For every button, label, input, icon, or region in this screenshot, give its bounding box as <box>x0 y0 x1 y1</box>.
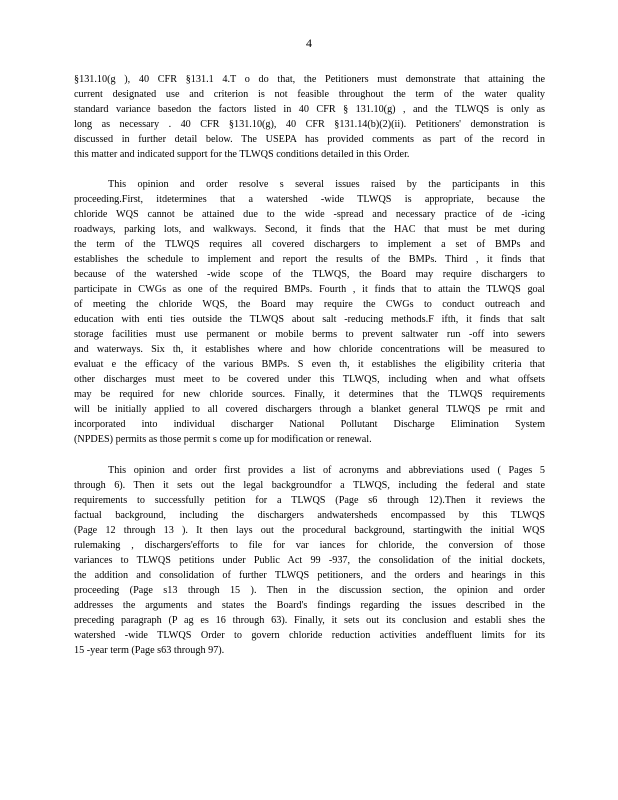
text-line: through 6). Then it sets out the legal backgroundfor a TLWQS, including the federal and state <box>74 480 545 491</box>
paragraph-order-outline <box>74 463 545 658</box>
text-line: other discharges must meet to be covered under this TLWQS, including when and what offsets <box>74 374 545 385</box>
text-line: standard variance basedon the factors listed in 40 CFR § 131.10(g) , and the TLWQS is only as <box>74 104 545 115</box>
text-line: This opinion and order first provides a list of acronyms and abbreviations used ( Pages 5 <box>108 465 545 476</box>
text-line: proceeding (Page s13 through 15 ). Then in the discussion section, the opinion and order <box>74 585 545 596</box>
text-line: 15 -year term (Page s63 through 97). <box>74 645 225 656</box>
text-line: will be initially applied to all covered dischargers through a blanket general TLWQS pe rmit and <box>74 404 545 415</box>
text-line: may be required for new chloride sources. Finally, it determines that the TLWQS requirements <box>74 389 545 400</box>
text-line: of meeting the chloride WQS, the Board may require the CWGs to conduct outreach and <box>74 299 545 310</box>
paragraph-issues-resolved <box>74 177 545 447</box>
text-line: chloride WQS cannot be attained due to the wide -spread and necessary practice of de -icing <box>74 209 545 220</box>
text-line: evaluat e the efficacy of the various BMPs. S even th, it establishes the eligibility criteria that <box>74 359 545 370</box>
text-line: (NPDES) permits as those permit s come up for modification or renewal. <box>74 434 372 445</box>
text-line: and waterways. Six th, it establishes where and how chloride concentrations will be measured to <box>74 344 545 355</box>
text-line: rulemaking , dischargers'efforts to file for var iances for chloride, the conversion of those <box>74 540 545 551</box>
text-line: factual background, including the dischargers andwatersheds encompassed by this TLWQS <box>74 510 545 521</box>
text-line: variances to TLWQS petitions under Public Act 99 -937, the consolidation of the initial dockets, <box>74 555 545 566</box>
text-line: the term of the TLWQS requires all covered dischargers to implement a set of BMPs and <box>74 239 545 250</box>
text-line: long as necessary . 40 CFR §131.10(g), 40 CFR §131.14(b)(2)(ii). Petitioners' demonstration is <box>74 119 545 130</box>
text-line: roadways, parking lots, and walkways. Second, it finds that the HAC that must be met during <box>74 224 545 235</box>
text-line: discussed in further detail below. The USEPA has provided comments as part of the record in <box>74 134 545 145</box>
text-line: This opinion and order resolve s several issues raised by the participants in this <box>108 179 545 190</box>
text-line: §131.10(g ), 40 CFR §131.1 4.T o do that, the Petitioners must demonstrate that attaining the <box>74 74 545 85</box>
text-line: incorporated into individual discharger National Pollutant Discharge Elimination System <box>74 419 545 430</box>
text-line: education with enti ties outside the TLWQS about salt -reducing methods.F ifth, it finds that salt <box>74 314 545 325</box>
text-line: establishes the schedule to implement and report the results of the BMPs. Third , it finds that <box>74 254 545 265</box>
text-line: the addition and consolidation of further TLWQS petitioners, and the orders and hearings in this <box>74 570 545 581</box>
text-line: (Page 12 through 13 ). It then lays out the procedural background, startingwith the initial WQS <box>74 525 545 536</box>
paragraph-variance-demonstration <box>74 72 545 162</box>
page-number: 4 <box>306 36 312 50</box>
text-line: because of the watershed -wide scope of the TLWQS, the Board may require dischargers to <box>74 269 545 280</box>
text-line: storage facilities must use permanent or mobile berms to prevent saltwater run -off into sewers <box>74 329 545 340</box>
text-line: requirements to successfully petition for a TLWQS (Page s6 through 12).Then it reviews the <box>74 495 545 506</box>
text-line: participate in CWGs as one of the required BMPs. Fourth , it finds that to attain the TLWQS goal <box>74 284 545 295</box>
text-line: current designated use and criterion is not feasible throughout the term of the water quality <box>74 89 545 100</box>
text-line: watershed -wide TLWQS Order to govern chloride reduction activities andeffluent limits for its <box>74 630 545 641</box>
text-line: this matter and indicated support for the TLWQS conditions detailed in this Order. <box>74 149 410 160</box>
text-line: preceding paragraph (P ag es 16 through 63). Finally, it sets out its conclusion and establi shes the <box>74 615 545 626</box>
text-line: addresses the arguments and states the Board's findings regarding the issues described in the <box>74 600 545 611</box>
text-line: proceeding.First, itdetermines that a watershed -wide TLWQS is appropriate, because the <box>74 194 545 205</box>
